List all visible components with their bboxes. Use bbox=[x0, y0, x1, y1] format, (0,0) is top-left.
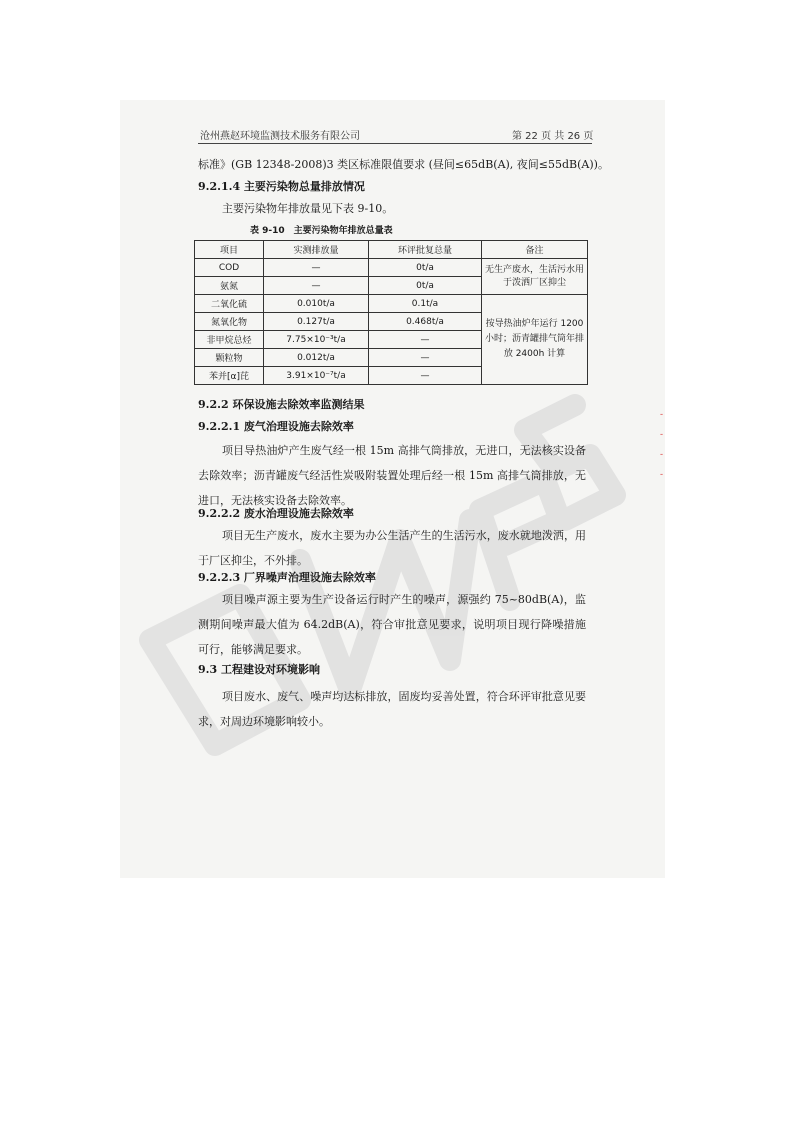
text-line: 标准》(GB 12348-2008)3 类区标准限值要求 (昼间≤65dB(A), 夜间≤55dB(A))。 bbox=[198, 158, 609, 171]
cell-approved: 0.468t/a bbox=[369, 313, 482, 331]
cell-item: 非甲烷总烃 bbox=[195, 331, 264, 349]
cell-note: 按导热油炉年运行 1200 小时；沥青罐排气筒年排放 2400h 计算 bbox=[482, 295, 588, 385]
cell-item: 氨氮 bbox=[195, 277, 264, 295]
cell-measured: — bbox=[264, 277, 369, 295]
col-header: 环评批复总量 bbox=[369, 241, 482, 259]
paragraph-9-3: 项目废水、废气、噪声均达标排放，固废均妥善处置，符合环评审批意见要求，对周边环境影响较小。 bbox=[198, 690, 586, 728]
cell-item: COD bbox=[195, 259, 264, 277]
cell-measured: 0.012t/a bbox=[264, 349, 369, 367]
paragraph-9-2-2-2: 项目无生产废水，废水主要为办公生活产生的生活污水，废水就地泼洒，用于厂区抑尘，不外排。 bbox=[198, 529, 586, 567]
cell-approved: 0t/a bbox=[369, 259, 482, 277]
cell-item: 氮氧化物 bbox=[195, 313, 264, 331]
table-header-row bbox=[195, 241, 588, 259]
col-header: 项目 bbox=[195, 241, 264, 259]
cell-approved: — bbox=[369, 349, 482, 367]
cell-measured: 3.91×10⁻⁷t/a bbox=[264, 367, 369, 385]
margin-mark: ‐ bbox=[660, 410, 664, 420]
col-header: 备注 bbox=[482, 241, 588, 259]
cell-measured: 7.75×10⁻³t/a bbox=[264, 331, 369, 349]
cell-item: 二氧化硫 bbox=[195, 295, 264, 313]
table-row bbox=[195, 295, 588, 313]
col-header: 实测排放量 bbox=[264, 241, 369, 259]
cell-item: 颗粒物 bbox=[195, 349, 264, 367]
cell-approved: — bbox=[369, 367, 482, 385]
margin-mark: ‐ bbox=[660, 450, 664, 460]
paragraph-9-2-2-3: 项目噪声源主要为生产设备运行时产生的噪声，源强约 75~80dB(A)，监测期间噪声最大值为 64.2dB(A)，符合审批意见要求，说明项目现行降噪措施可行，能够满足要求。 bbox=[198, 593, 586, 656]
cell-note: 无生产废水，生活污水用于泼洒厂区抑尘 bbox=[482, 259, 588, 295]
cell-approved: 0t/a bbox=[369, 277, 482, 295]
heading-9-2-2: 9.2.2 环保设施去除效率监测结果 bbox=[198, 398, 365, 411]
margin-mark: ‐ bbox=[660, 470, 664, 480]
table-row bbox=[195, 259, 588, 277]
heading-9-2-2-3: 9.2.2.3 厂界噪声治理设施去除效率 bbox=[198, 571, 376, 584]
paragraph-intro: 主要污染物年排放量见下表 9-10。 bbox=[222, 202, 394, 215]
cell-approved: 0.1t/a bbox=[369, 295, 482, 313]
header-rule bbox=[198, 143, 592, 144]
paragraph-9-2-2-1: 项目导热油炉产生废气经一根 15m 高排气筒排放，无进口，无法核实设备去除效率；沥青罐废气经活性炭吸附装置处理后经一根 15m 高排气筒排放，无进口，无法核实设备去除效率。 bbox=[198, 444, 586, 507]
table-caption: 表 9-10 主要污染物年排放总量表 bbox=[250, 226, 393, 236]
cell-measured: — bbox=[264, 259, 369, 277]
heading-9-2-2-2: 9.2.2.2 废水治理设施去除效率 bbox=[198, 507, 354, 520]
cell-item: 苯并[α]芘 bbox=[195, 367, 264, 385]
cell-measured: 0.010t/a bbox=[264, 295, 369, 313]
header-company: 沧州燕赵环境监测技术服务有限公司 bbox=[200, 131, 360, 142]
cell-measured: 0.127t/a bbox=[264, 313, 369, 331]
heading-9-2-1-4: 9.2.1.4 主要污染物总量排放情况 bbox=[198, 180, 365, 193]
emissions-table bbox=[194, 240, 588, 385]
heading-9-2-2-1: 9.2.2.1 废气治理设施去除效率 bbox=[198, 420, 354, 433]
cell-approved: — bbox=[369, 331, 482, 349]
margin-mark: ‐ bbox=[660, 430, 664, 440]
heading-9-3: 9.3 工程建设对环境影响 bbox=[198, 663, 320, 676]
header-page-number: 第 22 页 共 26 页 bbox=[512, 131, 594, 142]
